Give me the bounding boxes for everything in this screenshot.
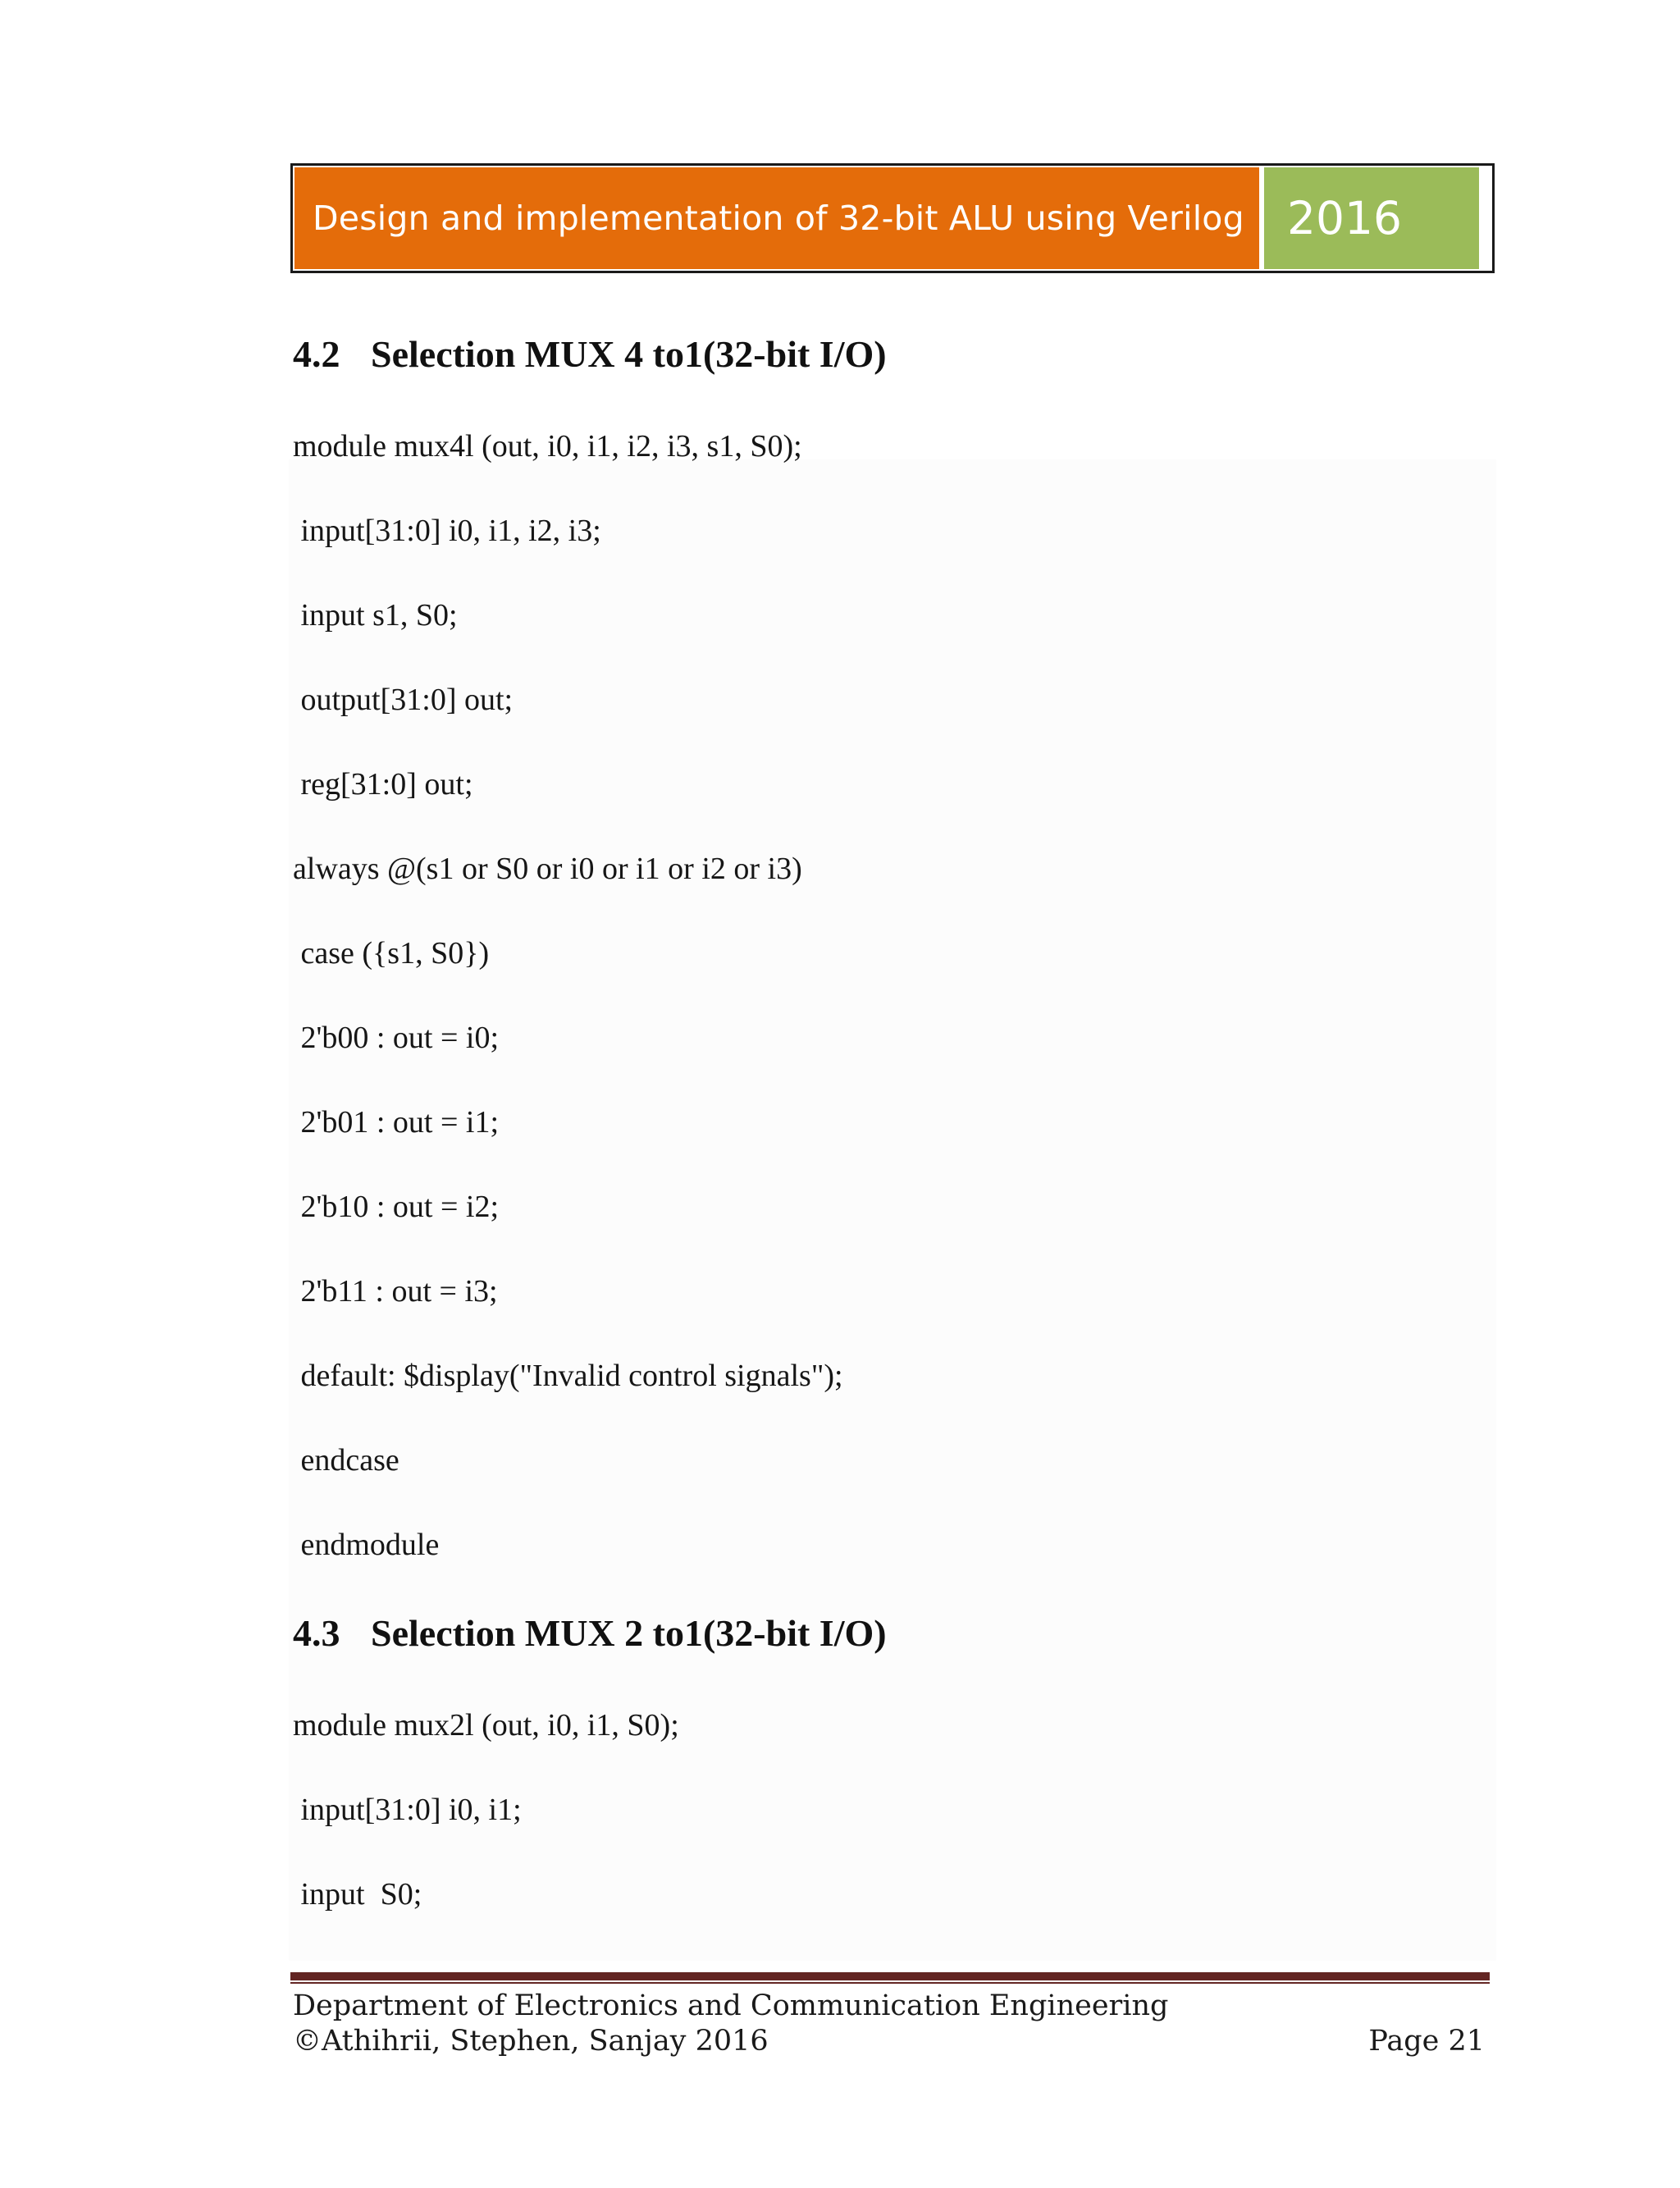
code-line: reg[31:0] out;	[293, 767, 473, 802]
code-line: 2'b01 : out = i1;	[293, 1105, 500, 1140]
code-line: endcase	[293, 1443, 399, 1478]
code-line: input S0;	[293, 1877, 422, 1912]
code-line: input[31:0] i0, i1;	[293, 1793, 522, 1827]
code-line: 2'b00 : out = i0;	[293, 1021, 500, 1055]
section-title: Selection MUX 2 to1(32-bit I/O)	[371, 1612, 887, 1654]
footer-rule-thin	[290, 1982, 1490, 1984]
footer-department: Department of Electronics and Communication Engineering	[293, 1989, 1169, 2022]
code-line: endmodule	[293, 1528, 440, 1562]
code-line: 2'b10 : out = i2;	[293, 1190, 500, 1224]
section-heading-4-3	[293, 1611, 887, 1655]
header-year: 2016	[1287, 192, 1402, 244]
header-title-cell	[294, 167, 1259, 269]
section-number: 4.2	[293, 333, 340, 375]
code-line: input s1, S0;	[293, 598, 458, 633]
footer-rule	[290, 1972, 1490, 1980]
section-heading-4-2	[293, 332, 887, 376]
footer-copyright: ©Athihrii, Stephen, Sanjay 2016	[293, 2025, 769, 2058]
page-number: Page 21	[1368, 2025, 1485, 2058]
code-line: module mux4l (out, i0, i1, i2, i3, s1, S0);	[293, 429, 802, 464]
code-line: case ({s1, S0})	[293, 936, 490, 971]
code-line: always @(s1 or S0 or i0 or i1 or i2 or i3)	[293, 852, 802, 886]
section-number: 4.3	[293, 1612, 340, 1654]
code-line: output[31:0] out;	[293, 683, 514, 717]
running-header	[290, 163, 1495, 273]
code-line: input[31:0] i0, i1, i2, i3;	[293, 514, 601, 548]
code-line: default: $display("Invalid control signals");	[293, 1359, 843, 1393]
code-line: module mux2l (out, i0, i1, S0);	[293, 1708, 679, 1743]
section-title: Selection MUX 4 to1(32-bit I/O)	[371, 333, 887, 375]
header-year-cell	[1264, 167, 1479, 269]
header-title: Design and implementation of 32-bit ALU using Verilog	[313, 199, 1244, 238]
code-line: 2'b11 : out = i3;	[293, 1274, 498, 1309]
